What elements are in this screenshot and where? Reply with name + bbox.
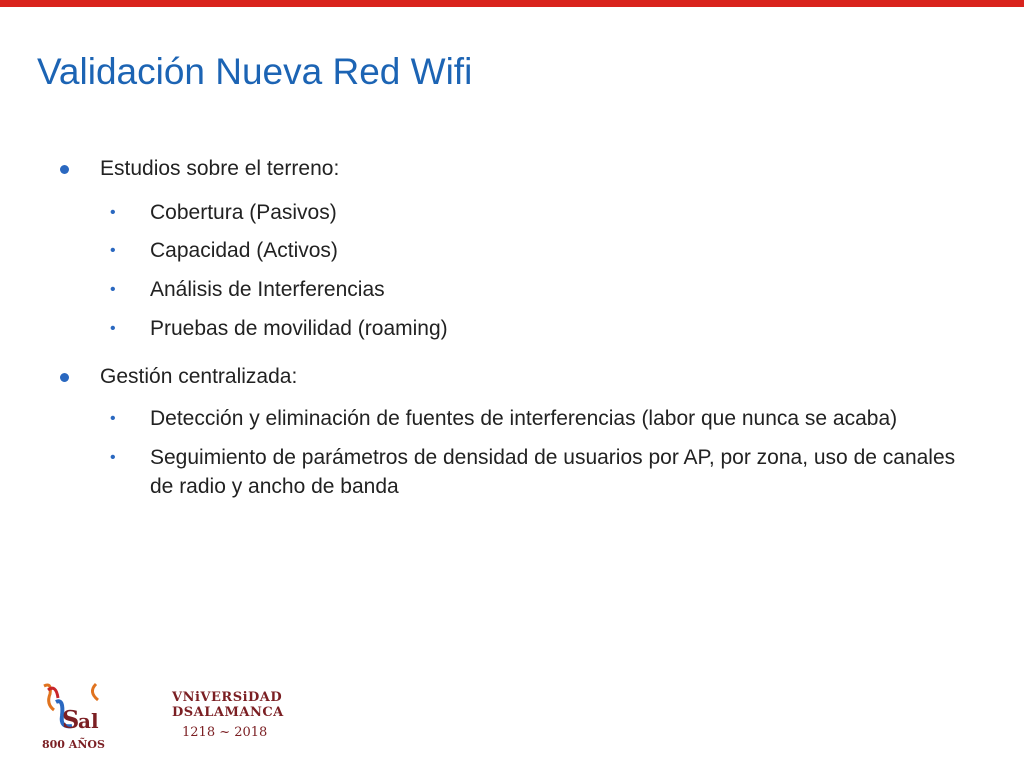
slide-title: Validación Nueva Red Wifi xyxy=(37,51,473,92)
university-years: 1218 ~ 2018 xyxy=(182,725,268,740)
svg-text:al: al xyxy=(78,709,99,733)
list-item: • Análisis de Interferencias xyxy=(110,275,980,304)
list-item: • Cobertura (Pasivos) xyxy=(110,198,980,227)
list-item: • Capacidad (Activos) xyxy=(110,236,980,265)
svg-text:S: S xyxy=(62,705,80,734)
top-accent-bar xyxy=(0,0,1024,7)
university-name: VNiVERSiDAD DSALAMANCA xyxy=(172,690,284,720)
list-item: • Pruebas de movilidad (roaming) xyxy=(110,314,980,343)
list-item: • Seguimiento de parámetros de densidad de usuarios por AP, por zona, uso de canales de radio y ancho de banda xyxy=(110,443,980,501)
footer-logos xyxy=(38,680,284,752)
section-heading-text: Gestión centralizada: xyxy=(100,365,298,388)
bullet-icon: • xyxy=(110,449,116,466)
list-item: • Detección y eliminación de fuentes de interferencias (labor que nunca se acaba) xyxy=(110,404,980,433)
svg-text:800 AÑOS: 800 AÑOS xyxy=(42,738,105,751)
bullet-icon: • xyxy=(110,281,116,298)
bullet-icon: • xyxy=(110,410,116,427)
bullet-icon: • xyxy=(110,242,116,259)
bullet-dot-icon xyxy=(60,373,69,382)
usal-800-logo-icon xyxy=(38,680,110,752)
bullet-icon: • xyxy=(110,320,116,337)
bullet-dot-icon xyxy=(60,165,69,174)
section-heading-text: Estudios sobre el terreno: xyxy=(100,157,340,180)
bullet-icon: • xyxy=(110,204,116,221)
